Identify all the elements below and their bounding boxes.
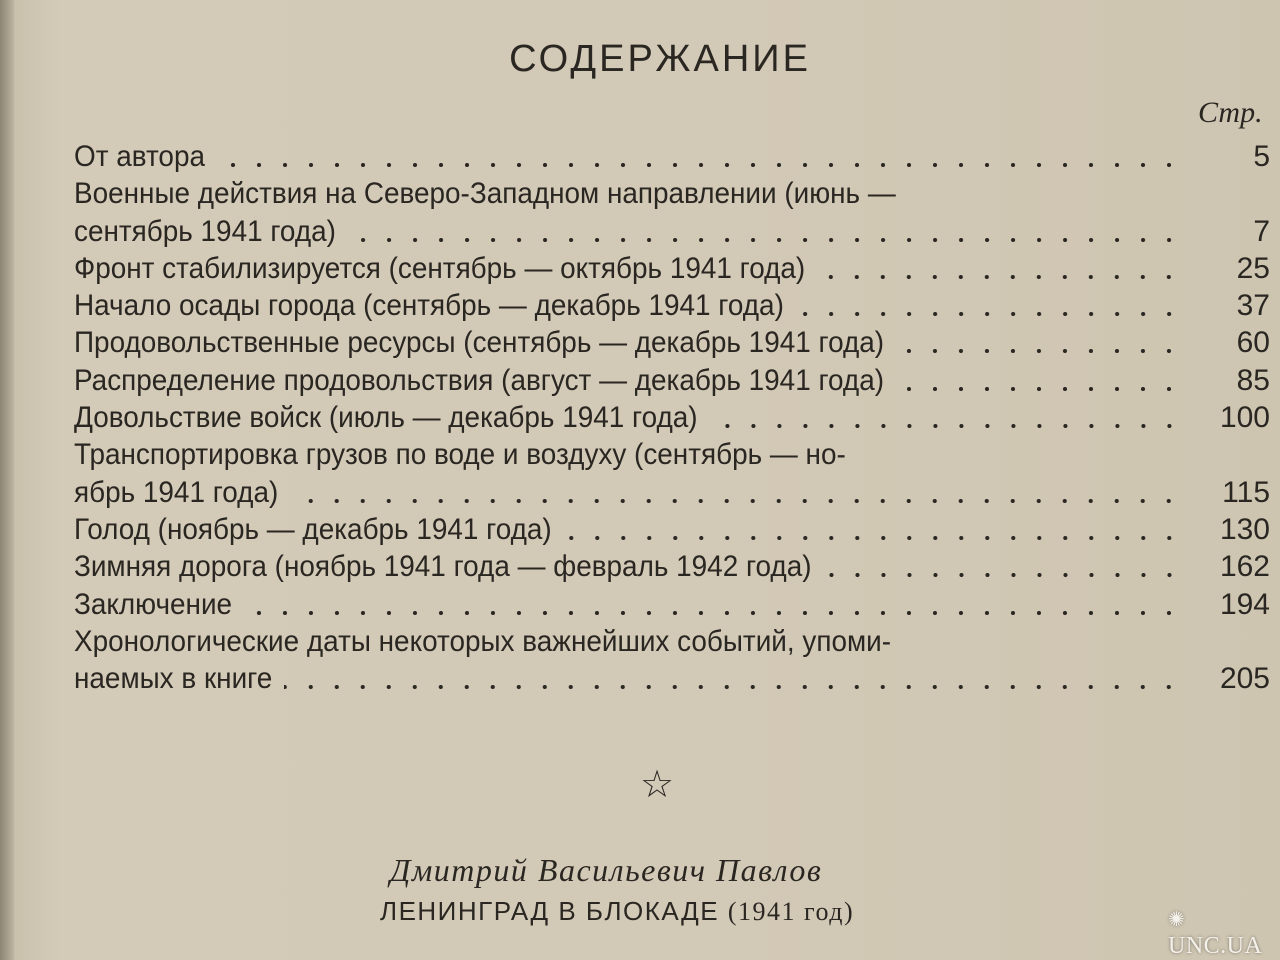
- toc-entry-title: Фронт стабилизируется (сентябрь — октябрь 1941 года): [74, 251, 806, 285]
- page-title: СОДЕРЖАНИЕ: [509, 38, 811, 80]
- book-year: (1941 год): [727, 897, 855, 926]
- toc-entry-title: сентябрь 1941 года): [74, 214, 336, 248]
- toc-entry-title: Военные действия на Северо-Западном направлении (июнь —: [74, 177, 896, 211]
- watermark-ring-icon: ✺: [1168, 909, 1186, 931]
- toc-entry-page: 194: [1219, 587, 1270, 621]
- watermark-text: UNC.UA: [1168, 933, 1263, 959]
- dot-leader: [817, 275, 1182, 279]
- toc-entry-title: наемых в книге: [74, 662, 273, 696]
- toc-entry-title: Начало осады города (сентябрь — декабрь 1941 года): [74, 289, 784, 323]
- dot-leader: [284, 685, 1182, 689]
- toc-entry: [74, 436, 1270, 473]
- watermark-logo: [1168, 906, 1280, 960]
- toc-entry-page: 100: [1219, 401, 1270, 435]
- star-ornament-icon: ☆: [640, 764, 675, 806]
- toc-entry: [74, 586, 1270, 623]
- toc-entry: [74, 511, 1270, 548]
- toc-entry-title: От автора: [74, 140, 205, 173]
- toc-entry: [74, 474, 1270, 511]
- dot-leader: [564, 536, 1182, 540]
- dot-leader: [710, 424, 1182, 428]
- toc-entry: [74, 138, 1270, 175]
- dot-leader: [217, 163, 1182, 167]
- toc-entry-page: 85: [1236, 363, 1270, 397]
- toc-entry-title: Заключение: [74, 587, 233, 621]
- dot-leader: [244, 611, 1182, 615]
- toc-entry: [74, 660, 1270, 697]
- toc-entry: [74, 362, 1270, 399]
- toc-entry-title: ябрь 1941 года): [74, 475, 279, 509]
- toc-entry: [74, 287, 1270, 324]
- book-title-line: [380, 896, 940, 927]
- toc-entry-page: 37: [1236, 289, 1270, 323]
- dot-leader: [348, 238, 1182, 242]
- toc-entry-title: Транспортировка грузов по воде и воздуху (сентябрь — но-: [74, 438, 846, 472]
- book-title: ЛЕНИНГРАД В БЛОКАДЕ: [380, 896, 720, 926]
- toc-entry: [74, 399, 1270, 436]
- toc-entry: [74, 623, 1270, 660]
- toc-entry: [74, 175, 1270, 212]
- toc-entry-title: Распределение продовольствия (август — декабрь 1941 года): [74, 363, 885, 397]
- toc-entry-page: 205: [1219, 662, 1270, 696]
- dot-leader: [896, 349, 1182, 353]
- toc-entry-page: 130: [1219, 512, 1270, 546]
- toc-entry-title: Голод (ноябрь — декабрь 1941 года): [74, 512, 552, 546]
- toc-entry: [74, 213, 1270, 250]
- toc-entry-page: 5: [1253, 140, 1270, 173]
- toc-entry-page: 60: [1236, 326, 1270, 360]
- page-column-label: Стр.: [1198, 96, 1263, 129]
- toc-entry-page: 162: [1219, 550, 1270, 584]
- toc-entry-title: Хронологические даты некоторых важнейших событий, упоми-: [74, 624, 892, 658]
- dot-leader: [796, 312, 1182, 316]
- dot-leader: [290, 499, 1182, 503]
- dot-leader: [896, 387, 1182, 391]
- toc-entry-title: Довольствие войск (июль — декабрь 1941 года): [74, 401, 698, 435]
- table-of-contents: [74, 138, 1270, 697]
- toc-entry-title: Зимняя дорога (ноябрь 1941 года — февраль 1942 года): [74, 550, 812, 584]
- author-name: Дмитрий Васильевич Павлов: [390, 852, 823, 888]
- toc-entry-page: 25: [1236, 251, 1270, 285]
- dot-leader: [824, 573, 1182, 577]
- toc-entry: [74, 324, 1270, 361]
- book-spine-shadow: [0, 0, 14, 960]
- toc-entry-page: 115: [1222, 475, 1270, 509]
- toc-entry: [74, 250, 1270, 287]
- toc-entry: [74, 548, 1270, 585]
- toc-entry-title: Продовольственные ресурсы (сентябрь — декабрь 1941 года): [74, 326, 885, 360]
- toc-entry-page: 7: [1253, 214, 1270, 248]
